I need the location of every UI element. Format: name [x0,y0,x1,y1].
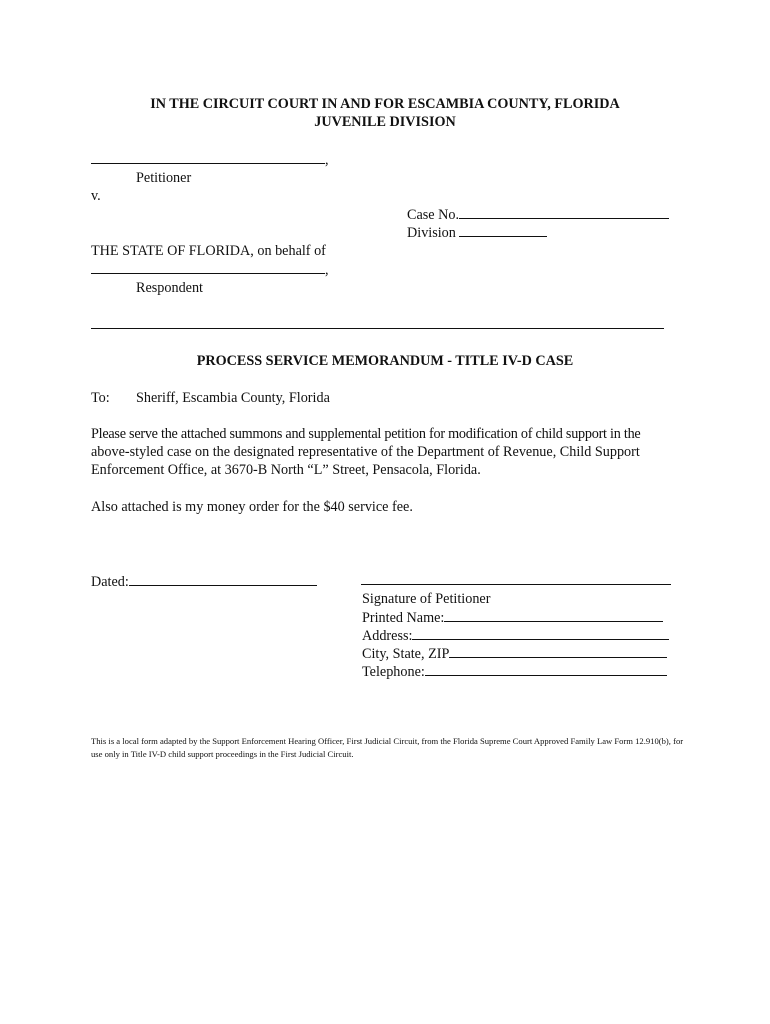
body-line-2: above-styled case on the designated representative of the Department of Revenue, Child Support [91,444,640,460]
document-title: PROCESS SERVICE MEMORANDUM - TITLE IV-D CASE [196,353,574,369]
versus-label: v. [91,188,101,204]
printed-name-label: Printed Name: [362,610,445,626]
telephone-row [362,662,667,681]
petitioner-line-row [91,150,329,169]
respondent-label: Respondent [136,280,203,296]
division-blank[interactable] [459,223,547,237]
case-number-blank[interactable] [459,205,669,219]
city-state-zip-label: City, State, ZIP [362,646,450,662]
footer-note: This is a local form adapted by the Support Enforcement Hearing Officer, First Judicial Circuit, from the Florida Supreme Court Approved Family Law Form 12.910(b), for use only in Title IV-D child support proceedings in the First Judicial Circuit. [91,736,684,759]
division-label: Division [407,225,456,241]
dated-blank[interactable] [129,572,317,586]
service-fee-line: Also attached is my money order for the $40 service fee. [91,499,413,515]
respondent-prefix: THE STATE OF FLORIDA, on behalf of [91,243,326,259]
address-row [362,626,669,645]
city-state-zip-row [362,644,667,663]
printed-name-blank[interactable] [444,608,663,622]
respondent-name-blank[interactable] [91,260,325,274]
caption-separator-rule [91,328,664,329]
petitioner-label: Petitioner [136,170,192,186]
case-number-label: Case No. [407,207,460,223]
respondent-line-row [91,260,329,279]
body-line-3: Enforcement Office, at 3670-B North “L” Street, Pensacola, Florida. [91,462,481,478]
petitioner-name-blank[interactable] [91,150,325,164]
signature-line[interactable] [361,584,671,585]
telephone-label: Telephone: [362,664,425,680]
to-label: To: [91,390,110,406]
city-state-zip-blank[interactable] [449,644,667,658]
petitioner-comma: , [325,152,329,168]
dated-row [91,572,317,591]
printed-name-row [362,608,663,627]
respondent-comma: , [325,262,329,278]
court-heading-line2: JUVENILE DIVISION [314,114,456,130]
division-row [407,223,547,242]
court-heading-line1: IN THE CIRCUIT COURT IN AND FOR ESCAMBIA COUNTY, FLORIDA [150,96,620,112]
to-recipient: Sheriff, Escambia County, Florida [136,390,330,406]
address-label: Address: [362,628,413,644]
case-number-row [407,205,669,224]
body-line-1: Please serve the attached summons and supplemental petition for modification of child support in the [91,426,641,442]
address-blank[interactable] [412,626,669,640]
telephone-blank[interactable] [425,662,667,676]
signature-label: Signature of Petitioner [362,591,491,607]
dated-label: Dated: [91,574,129,590]
